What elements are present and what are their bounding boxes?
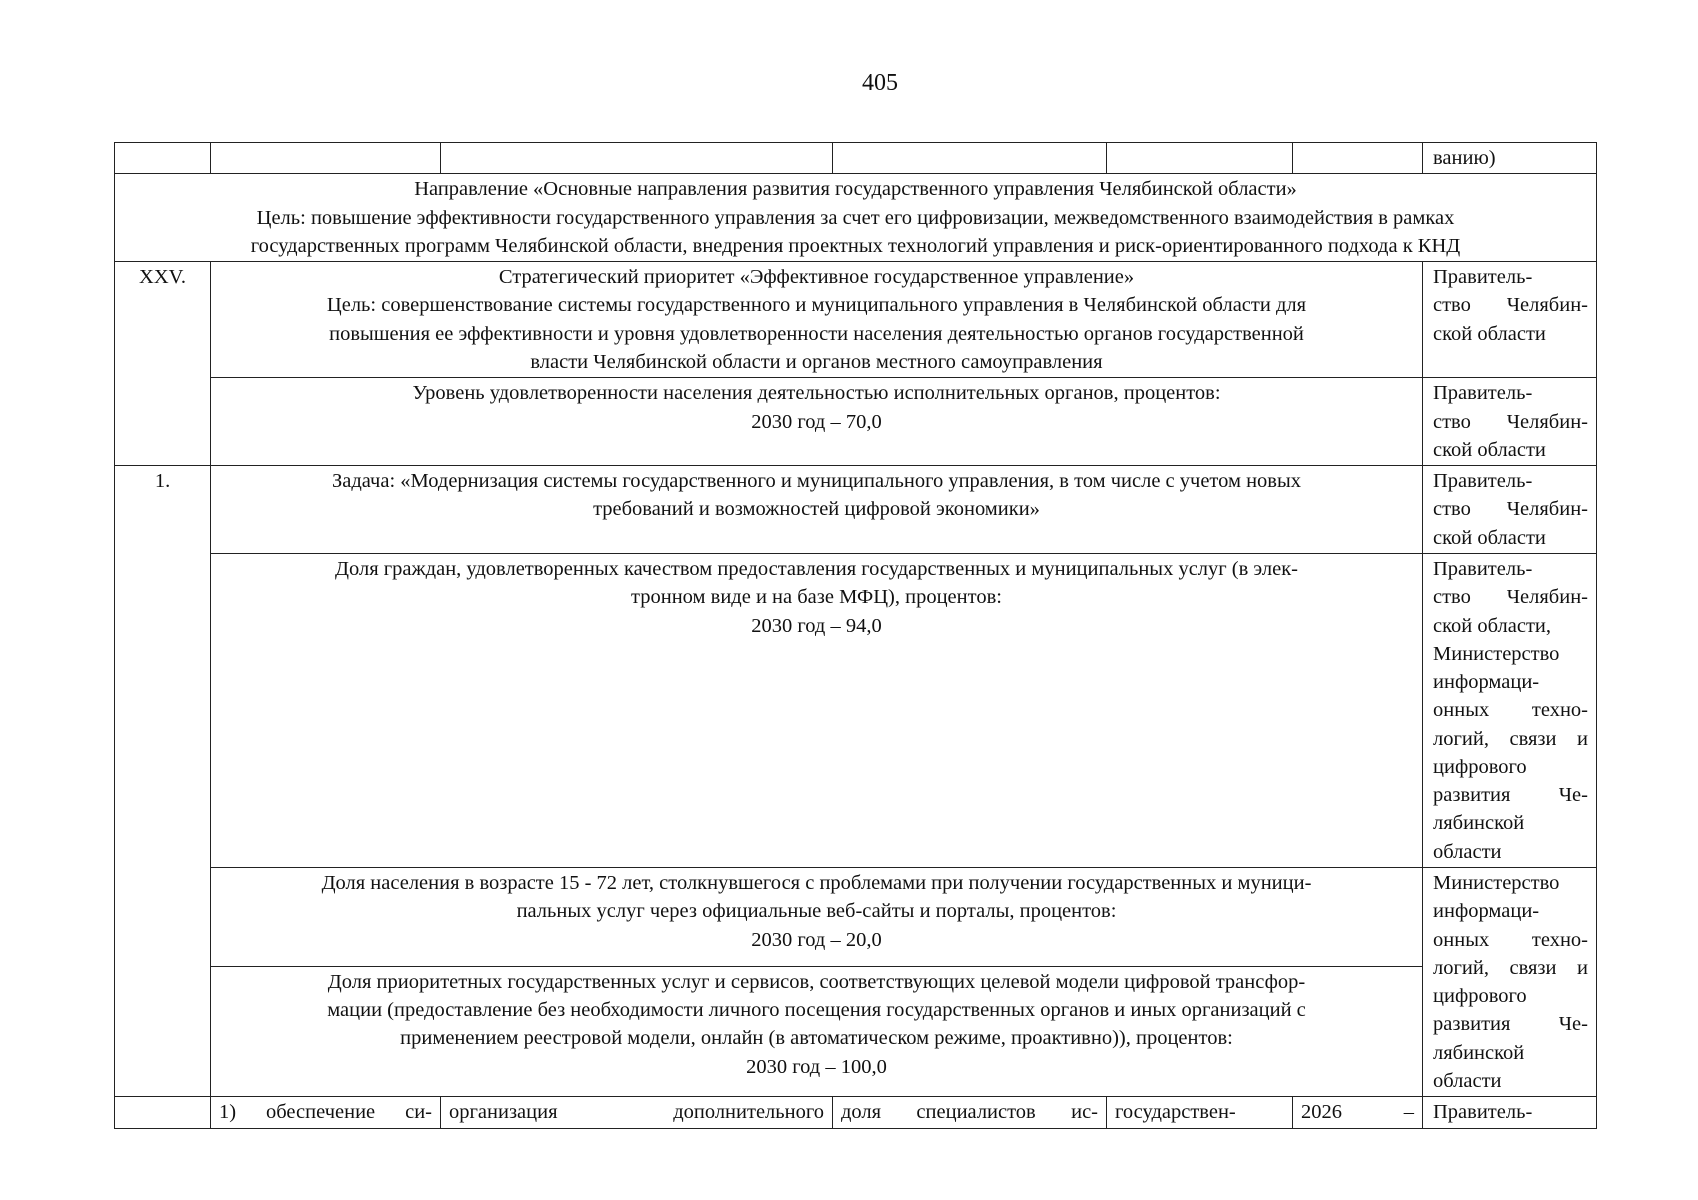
indicator-problems-cell [211,868,1423,967]
indicator-text: Доля граждан, удовлетворенных качеством предоставления государственных и муниципальных услуг (в элек- [335,557,1298,580]
responsible-line: цифрового [1433,985,1527,1008]
responsible-line: ство Челябин- [1433,586,1588,609]
responsible-line: ской области, [1433,614,1552,637]
indicator-text: мации (предоставление без необходимости личного посещения государственных органов и иных организаций с [327,999,1306,1022]
direction-goal-line: Цель: повышение эффективности государственного управления за счет его цифровизации, межведомственного взаимодействия в рамках [256,206,1455,229]
responsible-cell: Правитель- [1423,1097,1597,1128]
indicator-target: 2030 год – 70,0 [751,410,882,433]
responsible-line: информаци- [1433,900,1540,923]
responsible-line: логий, связи и [1433,727,1588,750]
responsible-line: ство Челябин- [1433,498,1588,521]
table-cell [1293,143,1423,174]
table-row-continuation [115,143,1597,174]
responsible-line: лябинской [1433,1041,1525,1064]
task-text: требований и возможностей цифровой экономики» [593,498,1040,521]
responsible-line: ство Челябин- [1433,410,1588,433]
responsible-line: лябинской [1433,812,1525,835]
responsible-line: логий, связи и [1433,956,1588,979]
indicator-target: 2030 год – 100,0 [746,1055,887,1078]
table-cell [441,143,833,174]
table-row-indicator [115,966,1597,1097]
responsible-line: ской области [1433,526,1546,549]
indicator-target: 2030 год – 20,0 [751,928,882,951]
table-cell [115,143,211,174]
responsible-line: Правитель- [1433,470,1533,493]
table-row-priority [115,262,1597,378]
indicator-services-responsible [1423,553,1597,867]
table-row-indicator [115,868,1597,967]
priority-goal-line: повышения ее эффективности и уровня удовлетворенности населения деятельностью органов государственной [329,322,1304,345]
executor-cell: государствен- [1107,1097,1293,1128]
responsible-line: ской области [1433,322,1546,345]
period-cell: 2026 – [1293,1097,1423,1128]
table-row-direction [115,174,1597,262]
priority-cell [211,262,1423,378]
direction-title: Направление «Основные направления развития государственного управления Челябинской области» [414,178,1297,201]
indicator-text: применением реестровой модели, онлайн (в автоматическом режиме, проактивно)), процентов: [400,1027,1233,1050]
indicator-satisfaction-cell [211,378,1423,466]
task-cell [211,466,1423,554]
responsible-line: Правитель- [1433,382,1533,405]
table-row-indicator [115,553,1597,867]
indicator-priority-services-cell [211,966,1423,1097]
measure-cell: 1) обеспечение си- [211,1097,441,1128]
table-cell [833,143,1107,174]
responsible-line: онных техно- [1433,699,1588,722]
table-cell [1107,143,1293,174]
indicator-services-cell [211,553,1423,867]
table-cell [115,378,211,466]
responsible-line: развития Че- [1433,1013,1588,1036]
direction-goal-line: государственных программ Челябинской области, внедрения проектных технологий управления и риск-ориентированного подхода к КНД [250,234,1461,257]
table-cell-responsible: ванию) [1423,143,1597,174]
task-text: Задача: «Модернизация системы государственного и муниципального управления, в том числе с учетом новых [331,470,1302,493]
responsible-line: Правитель- [1433,266,1533,289]
responsible-line: онных техно- [1433,928,1588,951]
responsible-line: Правитель- [1433,557,1533,580]
indicator-satisfaction-responsible [1423,378,1597,466]
page-number: 405 [862,70,898,96]
responsible-line: развития Че- [1433,784,1588,807]
table-cell [115,1097,211,1128]
priority-goal-line: власти Челябинской области и органов местного самоуправления [530,350,1103,373]
table-row-measure [115,1097,1597,1128]
strategy-table [114,142,1597,1129]
indicator-text: Уровень удовлетворенности населения деятельностью исполнительных органов, процентов: [412,382,1221,405]
responsible-line: области [1433,840,1502,863]
responsible-line: области [1433,1070,1502,1092]
responsible-line: информаци- [1433,671,1540,694]
indicator-cell: доля специалистов ис- [833,1097,1107,1128]
indicator-text: Доля приоритетных государственных услуг и сервисов, соответствующих целевой модели цифровой трансфор- [327,970,1306,993]
table-row-task [115,466,1597,554]
responsible-line: Министерство [1433,642,1560,665]
priority-goal-line: Цель: совершенствование системы государственного и муниципального управления в Челябинской области для [326,294,1307,317]
activity-cell: организация дополнительного [441,1097,833,1128]
priority-number: XXV. [115,262,211,378]
responsible-line: Министерство [1433,872,1560,895]
responsible-line: цифрового [1433,755,1527,778]
indicator-target: 2030 год – 94,0 [751,614,882,637]
responsible-line: ство Челябин- [1433,294,1588,317]
indicator-text: Доля населения в возрасте 15 - 72 лет, столкнувшегося с проблемами при получении государственных и муници- [321,872,1312,895]
direction-cell [115,174,1597,262]
table-row-indicator [115,378,1597,466]
indicator-text: тронном виде и на базе МФЦ), процентов: [631,586,1002,609]
indicator-text: пальных услуг через официальные веб-сайты и порталы, процентов: [516,900,1117,923]
ministry-responsible [1423,868,1597,1097]
task-number: 1. [115,466,211,1097]
responsible-line: ской области [1433,438,1546,461]
task-responsible [1423,466,1597,554]
priority-responsible [1423,262,1597,378]
priority-title: Стратегический приоритет «Эффективное государственное управление» [498,266,1135,289]
table-cell [211,143,441,174]
